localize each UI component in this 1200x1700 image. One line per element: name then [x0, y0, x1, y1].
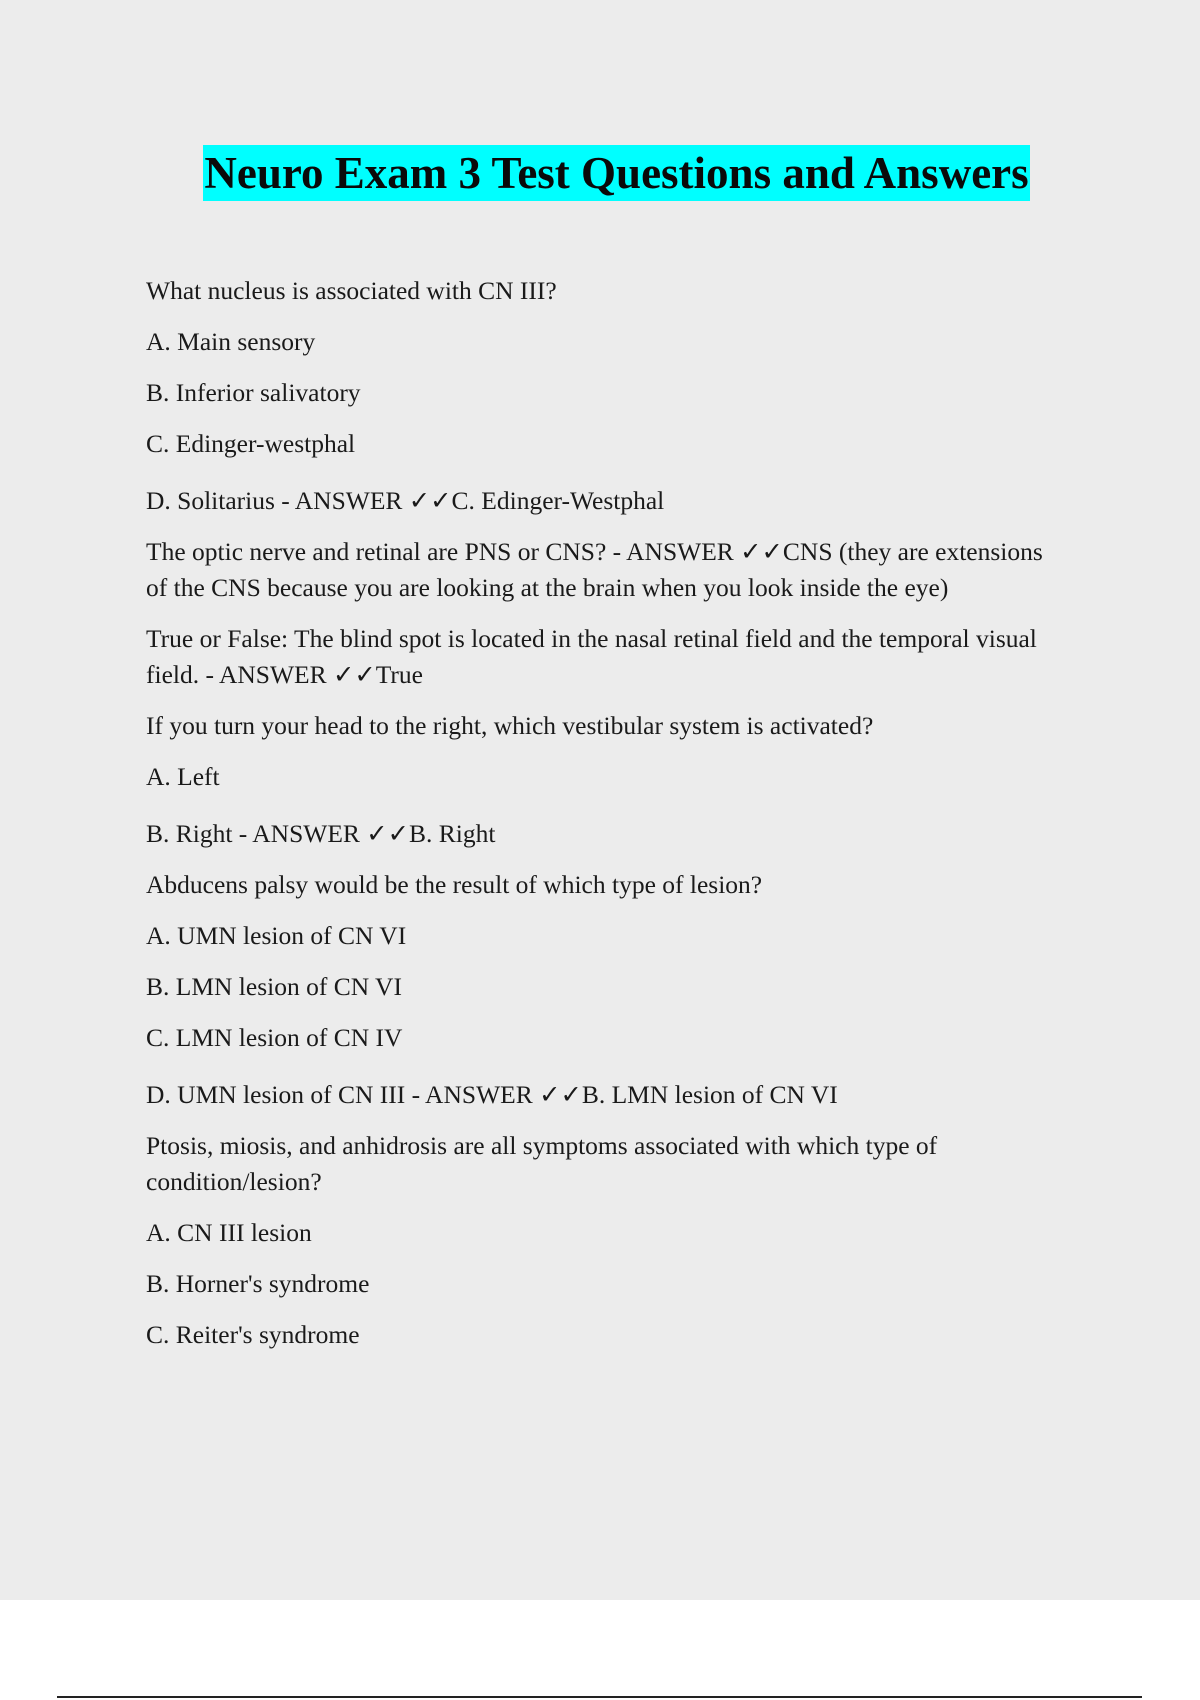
footer-divider — [57, 1696, 1142, 1698]
question-4-option-b-answer: B. Right - ANSWER ✓✓B. Right — [146, 819, 496, 848]
question-1-option-b: B. Inferior salivatory — [146, 378, 361, 407]
question-6-option-a: A. CN III lesion — [146, 1218, 312, 1247]
question-4: If you turn your head to the right, which vestibular system is activated? — [146, 711, 874, 740]
question-6: Ptosis, miosis, and anhidrosis are all symptoms associated with which type of condition/lesion? — [146, 1131, 938, 1196]
question-5: Abducens palsy would be the result of which type of lesion? — [146, 870, 763, 899]
question-3-answer: True or False: The blind spot is located in the nasal retinal field and the temporal visual field. - ANSWER ✓✓True — [146, 624, 1037, 689]
question-1-option-a: A. Main sensory — [146, 327, 316, 356]
question-5-option-b: B. LMN lesion of CN VI — [146, 972, 402, 1001]
question-4-option-a: A. Left — [146, 762, 220, 791]
question-5-option-a: A. UMN lesion of CN VI — [146, 921, 407, 950]
document-body — [146, 273, 1066, 1368]
title-wrapper — [0, 145, 1200, 201]
question-1: What nucleus is associated with CN III? — [146, 276, 557, 305]
question-6-option-b: B. Horner's syndrome — [146, 1269, 370, 1298]
question-5-option-d-answer: D. UMN lesion of CN III - ANSWER ✓✓B. LMN lesion of CN VI — [146, 1080, 838, 1109]
question-1-option-c: C. Edinger-westphal — [146, 429, 356, 458]
question-2-answer: The optic nerve and retinal are PNS or CNS? - ANSWER ✓✓CNS (they are extensions of the CNS because you are looking at the brain when you look inside the eye) — [146, 537, 1043, 602]
document-title: Neuro Exam 3 Test Questions and Answers — [203, 145, 1029, 201]
question-5-option-c: C. LMN lesion of CN IV — [146, 1023, 403, 1052]
question-6-option-c: C. Reiter's syndrome — [146, 1320, 360, 1349]
question-1-option-d-answer: D. Solitarius - ANSWER ✓✓C. Edinger-Westphal — [146, 486, 665, 515]
